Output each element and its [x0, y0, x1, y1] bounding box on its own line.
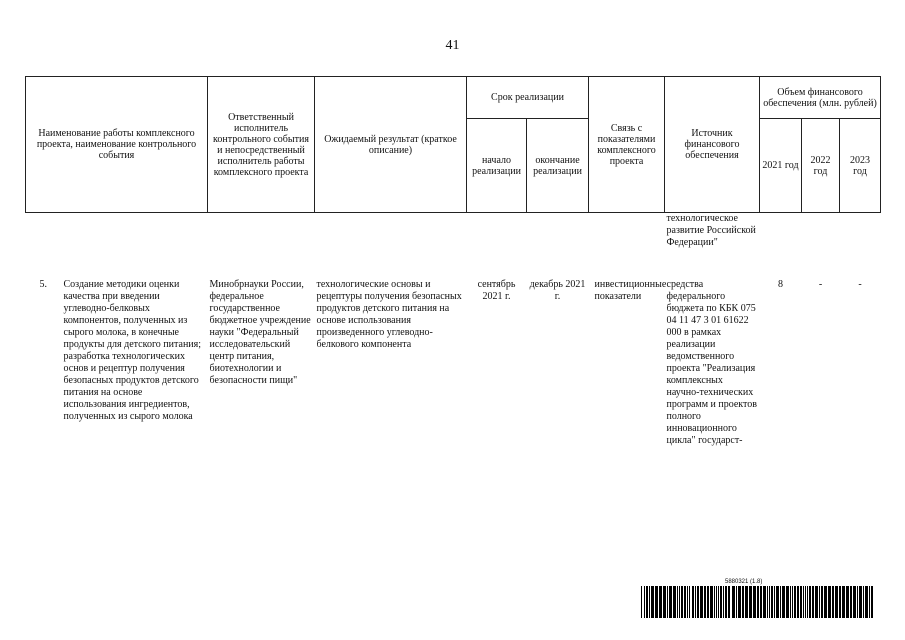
row-executor: Минобрнауки России, федеральное государственное бюджетное учреждение науки "Федеральный исследовательский центр питания, биотехнологии и безопасности пищи"	[209, 279, 311, 386]
header-end: окончание реализации	[527, 119, 589, 213]
row-value-2021: 8	[778, 279, 783, 290]
row-work-name: Создание методики оценки качества при введении углеводно-белковых компонентов, полученных из сырого молока, в конечные продукты для детского питания; разработка технологических основ и рецептур получения безопасных продуктов детского питания на основе использования ингредиентов, полученных из сырого молока	[63, 279, 202, 422]
table-row	[26, 279, 881, 447]
header-name: Наименование работы комплексного проекта, наименование контрольного события	[26, 77, 208, 213]
header-result: Ожидаемый результат (краткое описание)	[315, 77, 467, 213]
row-value-2023: -	[858, 279, 862, 290]
header-year-2023: 2023 год	[840, 119, 881, 213]
header-executor: Ответственный исполнитель контрольного события и непосредственный исполнитель работы комплексного проекта	[208, 77, 315, 213]
continuation-source: технологическое развитие Российской Федерации"	[666, 213, 756, 248]
barcode-bars	[641, 586, 876, 618]
row-start: сентябрь 2021 г.	[477, 279, 516, 302]
row-source: средства федерального бюджета по КБК 075 04 11 47 3 01 61622 000 в рамках реализации ведомственного проекта "Реализация комплексных научно-технических программ и проектов полного инновационного цикла" государст-	[666, 279, 757, 446]
row-value-2022: -	[818, 279, 823, 290]
header-link: Связь с показателями комплексного проекта	[589, 77, 665, 213]
header-source: Источник финансового обеспечения	[665, 77, 760, 213]
project-table	[25, 76, 881, 447]
barcode-text: 5880321 (1.8)	[725, 579, 763, 585]
header-finance: Объем финансового обеспечения (млн. рублей)	[760, 77, 881, 119]
row-link: инвестиционные показатели	[594, 279, 667, 302]
header-start: начало реализации	[467, 119, 527, 213]
barcode	[641, 578, 876, 618]
header-year-2022: 2022 год	[802, 119, 840, 213]
row-number: 5.	[39, 279, 47, 290]
header-year-2021: 2021 год	[760, 119, 802, 213]
row-end: декабрь 2021 г.	[529, 279, 586, 302]
header-term: Срок реализации	[467, 77, 589, 119]
row-result: технологические основы и рецептуры получения безопасных продуктов детского питания на основе использования произведенного углеводно-белкового компонента	[316, 279, 462, 350]
page-number: 41	[445, 38, 460, 53]
continuation-row	[26, 213, 881, 280]
